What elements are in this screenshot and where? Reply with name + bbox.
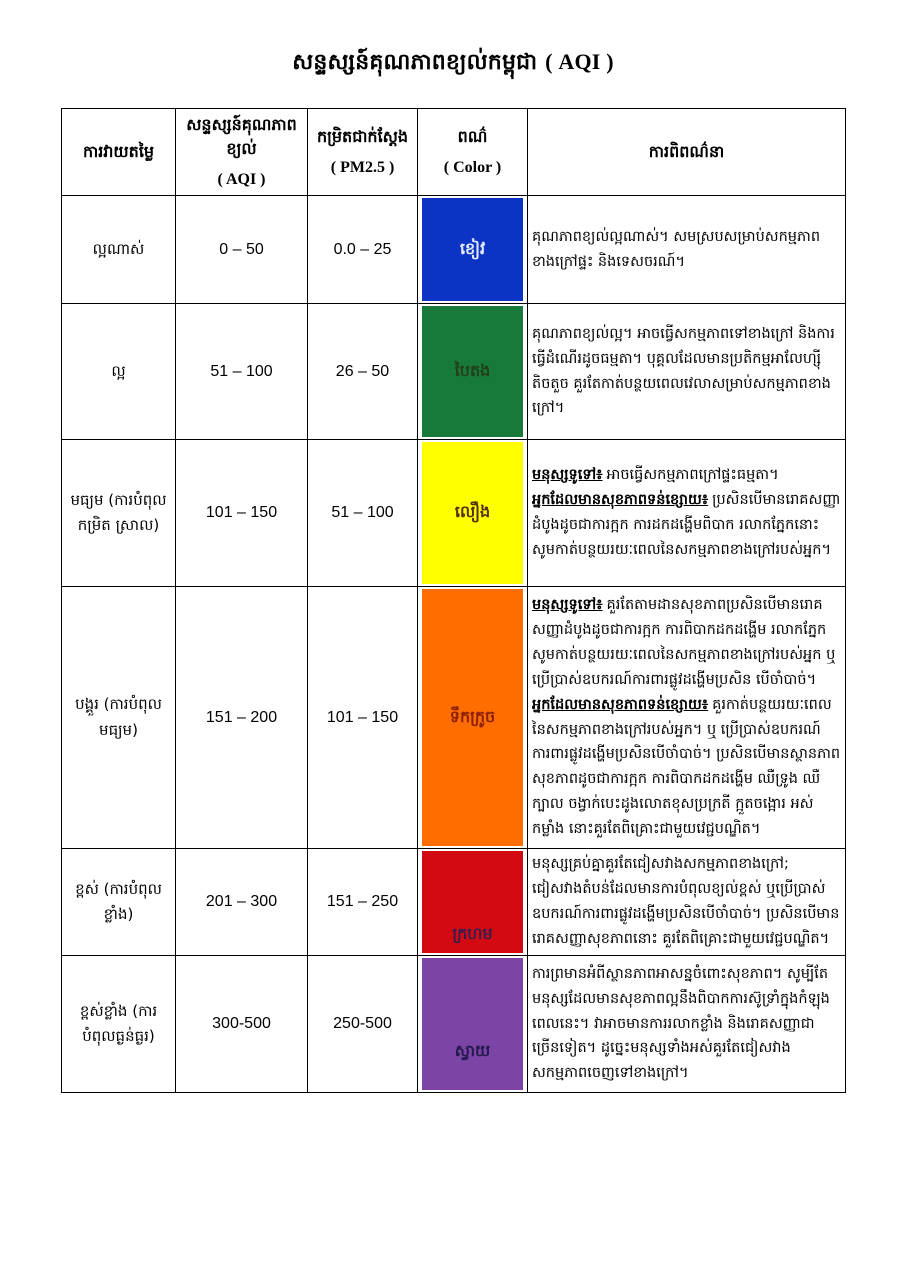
description-lead: មនុស្សទូទៅ៖ (532, 596, 603, 613)
color-swatch (422, 442, 523, 584)
header-pm25-sub: ( PM2.5 ) (330, 158, 395, 176)
description-cell (528, 849, 846, 956)
description-text: ការព្រមានអំពីស្ថានភាពអាសន្នចំពោះសុខភាព។ សូម្បីតែមនុស្សដែលមានសុខភាពល្អនឹងពិបាកការស៊ូទ្រាំក្នុងកំឡុងពេលនេះ។ វាអាចមានការរលាកខ្លាំង និងរោគសញ្ញាជាច្រើនទៀត។ ដូច្នេះមនុស្សទាំងអស់គួរតែជៀសវាងសកម្មភាពចេញទៅខាងក្រៅ។ (532, 965, 830, 1082)
header-color-sub: ( Color ) (443, 158, 502, 176)
header-aqi-sub: ( AQI ) (217, 170, 266, 188)
rating-note: (ការ បំពុលធ្ងន់ធ្ងរ) (82, 1001, 158, 1045)
description-text: គុណភាពខ្យល់ល្អណាស់។ សមស្របសម្រាប់សកម្មភាពខាងក្រៅផ្ទះ និងទេសចរណ៍។ (532, 228, 821, 270)
description-lead: មនុស្សទូទៅ៖ (532, 467, 603, 484)
rating-note: (ការបំពុលខ្លាំង) (103, 879, 162, 923)
header-cell-description (528, 109, 846, 196)
color-swatch-label: លឿង (454, 502, 491, 521)
color-swatch-cell (418, 440, 528, 587)
description-cell (528, 304, 846, 440)
rating-label: ល្អ (111, 361, 126, 380)
page-title-khmer: សន្ទស្សន៍គុណភាពខ្យល់កម្ពុជា (292, 50, 538, 75)
header-pm25-label: កម្រិតជាក់ស្តែង (316, 126, 409, 146)
rating-label: ខ្ពស់ខ្លាំង (79, 1001, 128, 1020)
rating-note: (ការបំពុលកម្រិត ស្រាល) (77, 490, 167, 534)
aqi-range-cell: 300-500 (176, 956, 308, 1093)
aqi-range-cell: 151 – 200 (176, 587, 308, 849)
table-row (62, 956, 846, 1093)
rating-label: មធ្យម (70, 490, 104, 509)
table-row (62, 304, 846, 440)
description-text: ប្រសិនបើមានរោគសញ្ញាដំបូងដូចជាការក្អក ការដកដង្ហើមពិបាក រលាកភ្នែកនោះ សូមកាត់បន្ថយរយៈពេលនៃសកម្មភាពខាងក្រៅរបស់អ្នក។ (532, 492, 841, 558)
rating-cell (62, 304, 176, 440)
rating-label: ល្អណាស់ (92, 239, 145, 258)
page-title (61, 48, 845, 80)
color-swatch-label: ស្វាយ (454, 1041, 491, 1060)
pm25-range-cell: 250-500 (308, 956, 418, 1093)
color-swatch-label: ខៀវ (459, 238, 486, 258)
header-cell-color (418, 109, 528, 196)
rating-cell (62, 849, 176, 956)
header-row (62, 109, 846, 196)
rating-cell (62, 587, 176, 849)
description-text: អាចធ្វើសកម្មភាពក្រៅផ្ទះធម្មតា។ (606, 467, 779, 484)
page-title-latin: ( AQI ) (545, 49, 614, 74)
color-swatch-cell (418, 196, 528, 304)
aqi-range-cell: 101 – 150 (176, 440, 308, 587)
header-color-label: ពណ៌ (457, 126, 488, 146)
pm25-range-cell: 151 – 250 (308, 849, 418, 956)
table-row (62, 196, 846, 304)
pm25-range-cell: 51 – 100 (308, 440, 418, 587)
description-text: គួរតែតាមដានសុខភាពប្រសិនបើមានរោគសញ្ញាដំបូងដូចជាការក្អក ការពិបាកដកដង្ហើម រលាកភ្នែក សូមកាត់បន្ថយរយៈពេលនៃសកម្មភាពខាងក្រៅរបស់អ្នក ឬប្រើប្រាស់ឧបករណ៍ការពារផ្លូវដង្ហើមប្រសិន បើចាំបាច់។ (532, 596, 836, 688)
header-description-label: ការពិពណ៌នា (648, 142, 725, 161)
aqi-range-cell: 0 – 50 (176, 196, 308, 304)
description-text: គួរកាត់បន្ថយរយៈពេលនៃសកម្មភាពខាងក្រៅរបស់អ្នក។ ឬ ប្រើប្រាស់ឧបករណ៍ការពារផ្លូវដង្ហើមប្រសិនបើចាំបាច់។ ប្រសិនបើមានស្ថានភាពសុខភាពដូចជាការក្អក ការពិបាកដកដង្ហើម ឈឺទ្រូង ឈឺក្បាល ចង្វាក់បេះដូងលោតខុសប្រក្រតី ក្អួតចង្អោរ អស់កម្លាំង នោះគួរតែពិគ្រោះជាមួយវេជ្ជបណ្ឌិត។ (532, 696, 841, 838)
rating-label: ខ្ពស់ (75, 879, 99, 898)
aqi-table (61, 108, 846, 1093)
header-cell-rating (62, 109, 176, 196)
color-swatch-label: ក្រហម (452, 924, 493, 943)
description-lead: អ្នកដែលមានសុខភាពទន់ខ្សោយ៖ (532, 492, 709, 509)
rating-cell (62, 956, 176, 1093)
pm25-range-cell: 26 – 50 (308, 304, 418, 440)
description-cell (528, 196, 846, 304)
header-rating-label: ការវាយតម្លៃ (82, 142, 155, 161)
description-lead: អ្នកដែលមានសុខភាពទន់ខ្សោយ៖ (532, 696, 709, 713)
rating-cell (62, 196, 176, 304)
color-swatch (422, 198, 523, 301)
aqi-range-cell: 201 – 300 (176, 849, 308, 956)
description-cell (528, 587, 846, 849)
color-swatch-cell (418, 849, 528, 956)
color-swatch (422, 306, 523, 437)
table-row (62, 440, 846, 587)
description-text: គុណភាពខ្យល់ល្អ។ អាចធ្វើសកម្មភាពទៅខាងក្រៅ និងការធ្វើដំណើរដូចធម្មតា។ បុគ្គលដែលមានប្រតិកម្មអាលែហ្ស៊ីតិចតួច គួរតែកាត់បន្ថយពេលវេលាសម្រាប់សកម្មភាពខាងក្រៅ។ (532, 325, 835, 417)
table-row (62, 587, 846, 849)
description-text: មនុស្សគ្រប់គ្នាគួរតែជៀសវាងសកម្មភាពខាងក្រៅ; ជៀសវាងតំបន់ដែលមានការបំពុលខ្យល់ខ្ពស់ ឬប្រើប្រាស់ឧបករណ៍ការពារផ្លូវដង្ហើមប្រសិនបើចាំបាច់។ ប្រសិនបើមានរោគសញ្ញាសុខភាពនោះ គួរតែពិគ្រោះជាមួយវេជ្ជបណ្ឌិត។ (532, 856, 840, 947)
pm25-range-cell: 0.0 – 25 (308, 196, 418, 304)
rating-note: (ការបំពុល មធ្យម) (99, 695, 162, 739)
color-swatch (422, 851, 523, 953)
header-aqi-label: សន្ទស្សន៍គុណភាពខ្យល់ (186, 114, 297, 158)
color-swatch-cell (418, 304, 528, 440)
pm25-range-cell: 101 – 150 (308, 587, 418, 849)
header-cell-pm25 (308, 109, 418, 196)
color-swatch-cell (418, 587, 528, 849)
color-swatch-label: ទឹកក្រូច (449, 706, 496, 726)
description-cell (528, 956, 846, 1093)
header-cell-aqi (176, 109, 308, 196)
rating-cell (62, 440, 176, 587)
table-row (62, 849, 846, 956)
color-swatch (422, 958, 523, 1090)
color-swatch-label: បៃតង (454, 360, 491, 380)
aqi-range-cell: 51 – 100 (176, 304, 308, 440)
description-cell (528, 440, 846, 587)
color-swatch-cell (418, 956, 528, 1093)
color-swatch (422, 589, 523, 846)
rating-label: បង្គួរ (75, 695, 99, 713)
